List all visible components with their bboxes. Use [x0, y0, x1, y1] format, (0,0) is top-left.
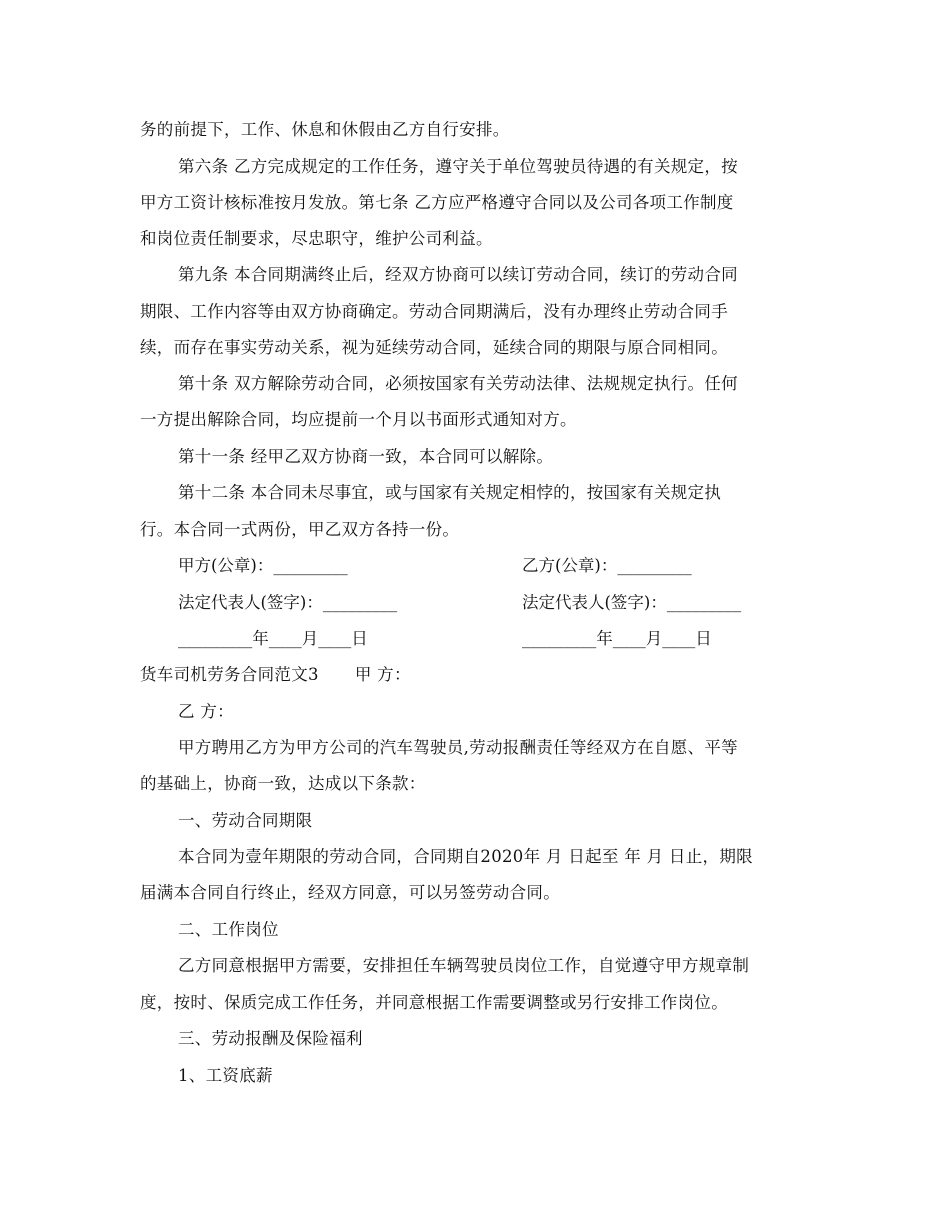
article-11-line: 第十一条 经甲乙双方协商一致，本合同可以解除。 — [178, 447, 554, 466]
term-paragraph-line: 本合同为壹年期限的劳动合同，合同期自2020年 月 日起至 年 月 日止，期限 — [178, 847, 753, 866]
article-6-line: 第六条 乙方完成规定的工作任务，遵守关于单位驾驶员待遇的有关规定，按 — [178, 157, 738, 176]
contract-3-title: 货车司机劳务合同范文3 — [140, 665, 319, 684]
paragraph-line: 务的前提下，工作、休息和休假由乙方自行安排。 — [140, 120, 510, 139]
party-a-representative-field: 法定代表人(签字)：_________ — [178, 593, 398, 612]
section-heading-term: 一、劳动合同期限 — [178, 811, 313, 830]
party-b-representative-field: 法定代表人(签字)：_________ — [522, 593, 742, 612]
paragraph-line: 行。本合同一式两份，甲乙双方各持一份。 — [140, 520, 460, 539]
contract-3-heading-row — [140, 665, 820, 685]
article-9-line: 第九条 本合同期满终止后，经双方协商可以续订劳动合同，续订的劳动合同 — [178, 265, 738, 284]
paragraph-line: 甲方工资计核标准按月发放。第七条 乙方应严格遵守合同以及公司各项工作制度 — [140, 193, 734, 212]
contract-3-party-a: 甲 方： — [354, 665, 411, 684]
paragraph-line: 和岗位责任制要求，尽忠职守，维护公司利益。 — [140, 229, 493, 248]
paragraph-line: 期限、工作内容等由双方协商确定。劳动合同期满后，没有办理终止劳动合同手 — [140, 302, 728, 321]
contract-3-intro-line: 的基础上，协商一致，达成以下条款： — [140, 774, 426, 793]
section-heading-position: 二、工作岗位 — [178, 920, 279, 939]
paragraph-line: 一方提出解除合同，均应提前一个月以书面形式通知对方。 — [140, 410, 577, 429]
position-paragraph-line: 度，按时、保质完成工作任务，并同意根据工作需要调整或另行安排工作岗位。 — [140, 993, 728, 1012]
contract-3-party-b: 乙 方： — [178, 702, 234, 721]
section-heading-compensation: 三、劳动报酬及保险福利 — [178, 1029, 363, 1048]
term-paragraph-line: 届满本合同自行终止，经双方同意，可以另签劳动合同。 — [140, 883, 560, 902]
party-b-date-field: _________年____月____日 — [522, 629, 712, 648]
contract-3-intro-line: 甲方聘用乙方为甲方公司的汽车驾驶员,劳动报酬责任等经双方在自愿、平等 — [178, 738, 738, 757]
article-12-line: 第十二条 本合同未尽事宜，或与国家有关规定相悖的，按国家有关规定执 — [178, 483, 722, 502]
party-b-seal-field: 乙方(公章)：_________ — [522, 556, 692, 575]
subsection-heading-base-salary: 1、工资底薪 — [178, 1066, 273, 1085]
party-a-date-field: _________年____月____日 — [178, 629, 368, 648]
party-a-seal-field: 甲方(公章)：_________ — [178, 556, 348, 575]
position-paragraph-line: 乙方同意根据甲方需要，安排担任车辆驾驶员岗位工作，自觉遵守甲方规章制 — [178, 956, 750, 975]
article-10-line: 第十条 双方解除劳动合同，必须按国家有关劳动法律、法规规定执行。任何 — [178, 374, 738, 393]
paragraph-line: 续，而存在事实劳动关系，视为延续劳动合同，延续合同的期限与原合同相同。 — [140, 338, 728, 357]
